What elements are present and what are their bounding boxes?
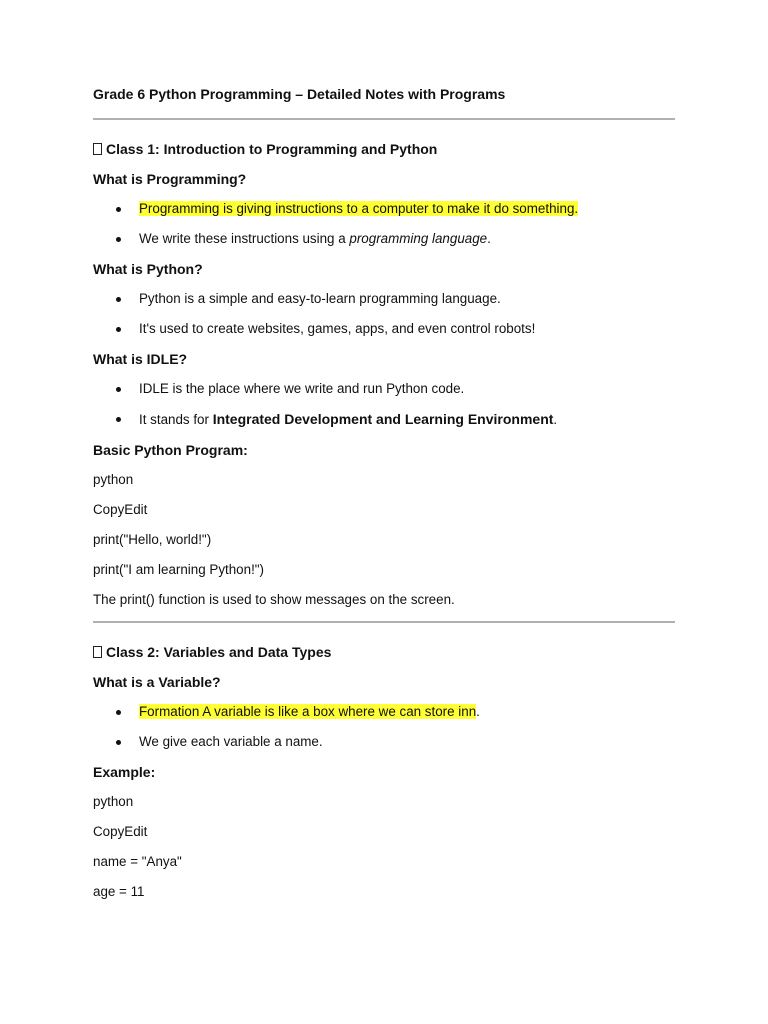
bullet-text: We write these instructions using a [139,231,350,246]
highlighted-text: Formation A variable is like a box where we can store inn [139,704,477,719]
divider [93,118,675,120]
class1-heading [93,140,675,158]
code-line: print("I am learning Python!") [93,562,265,577]
code-line: name = "Anya" [93,854,182,869]
bold-text: Integrated Development and Learning Environment [212,411,554,427]
code-line: age = 11 [93,884,145,899]
bullet-list [93,200,675,248]
question-what-is-programming: What is Programming? [93,171,247,187]
list-item: Python is a simple and easy-to-learn programming language. [93,290,675,308]
code-line: print("Hello, world!") [93,532,212,547]
class1-heading-text: Class 1: Introduction to Programming and Python [106,141,438,157]
question-what-is-idle: What is IDLE? [93,351,188,367]
bullet-text-end: . [476,704,480,719]
basic-program-heading: Basic Python Program: [93,442,248,458]
list-item: We give each variable a name. [93,733,675,751]
bullet-list [93,380,675,429]
bullet-list [93,290,675,338]
italic-text: programming language [349,231,488,246]
copy-edit-label: CopyEdit [93,824,148,839]
class2-heading [93,643,675,661]
code-language: python [93,794,134,809]
bullet-text: It stands for [139,412,213,427]
divider [93,621,675,623]
list-item: IDLE is the place where we write and run Python code. [93,380,675,398]
example-label: Example: [93,764,156,780]
missing-glyph-icon [93,646,102,658]
document-content [93,85,675,913]
list-item: It's used to create websites, games, apps, and even control robots! [93,320,675,338]
class2-heading-text: Class 2: Variables and Data Types [106,644,332,660]
list-item [93,200,675,218]
code-language: python [93,472,134,487]
paragraph: The print() function is used to show messages on the screen. [93,592,455,607]
list-item [93,230,675,248]
list-item [93,703,675,721]
list-item [93,410,675,429]
copy-edit-label: CopyEdit [93,502,148,517]
document-title: Grade 6 Python Programming – Detailed Notes with Programs [93,86,506,102]
missing-glyph-icon [93,143,102,155]
question-what-is-variable: What is a Variable? [93,674,221,690]
bullet-text-end: . [553,412,558,427]
bullet-list [93,703,675,751]
bullet-text-end: . [487,231,491,246]
highlighted-text: Programming is giving instructions to a computer to make it do something. [139,201,579,216]
question-what-is-python: What is Python? [93,261,203,277]
